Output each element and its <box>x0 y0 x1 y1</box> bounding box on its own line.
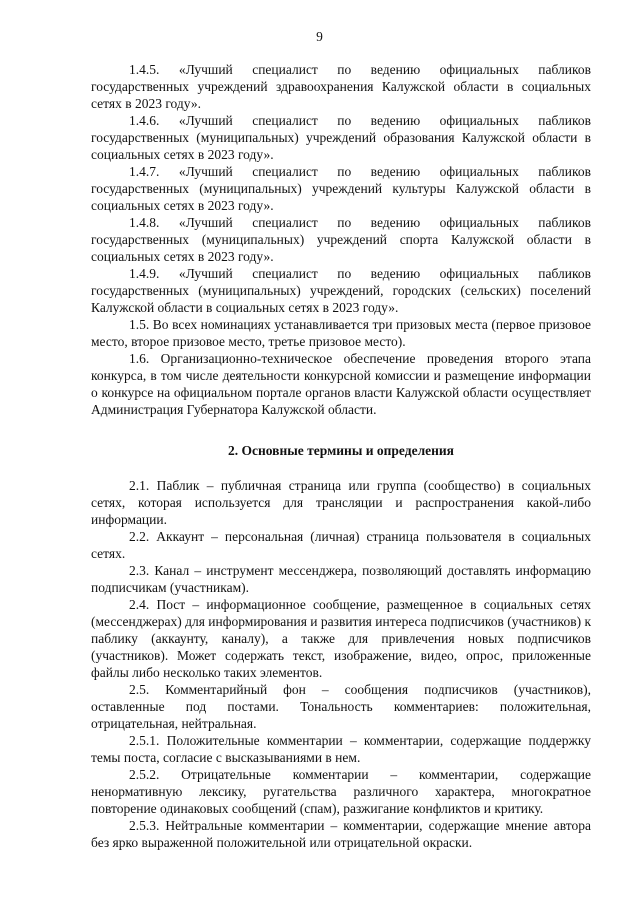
document-body <box>91 61 591 851</box>
paragraph-1-4-8: 1.4.8. «Лучший специалист по ведению официальных пабликов государственных (муниципальных) учреждений спорта Калужской области в социальных сетях в 2023 году». <box>91 215 591 264</box>
paragraph-2-5: 2.5. Комментарийный фон – сообщения подписчиков (участников), оставленные под постами. Тональность комментариев: положительная, отрицательная, нейтральная. <box>91 682 591 731</box>
paragraph-2-5-2: 2.5.2. Отрицательные комментарии – комментарии, содержащие ненормативную лексику, ругательства различного характера, многократное повторение одинаковых сообщений (спам), разжигание конфликтов и критику. <box>91 767 591 816</box>
paragraph-2-1: 2.1. Паблик – публичная страница или группа (сообщество) в социальных сетях, которая используется для трансляции и распространения какой-либо информации. <box>91 478 591 527</box>
paragraph-2-3: 2.3. Канал – инструмент мессенджера, позволяющий доставлять информацию подписчикам (участникам). <box>91 563 591 595</box>
paragraph-1-4-9: 1.4.9. «Лучший специалист по ведению официальных пабликов государственных (муниципальных) учреждений, городских (сельских) поселений Калужской области в социальных сетях в 2023 году». <box>91 266 591 315</box>
paragraph-2-5-1: 2.5.1. Положительные комментарии – комментарии, содержащие поддержку темы поста, согласие с высказываниями в нем. <box>91 733 591 765</box>
paragraph-2-4: 2.4. Пост – информационное сообщение, размещенное в социальных сетях (мессенджерах) для информирования и развития интереса подписчиков (участников) к паблику (аккаунту, каналу), а также для привлечения новых подписчиков (участников). Может содержать текст, изображение, видео, опрос, приложенные файлы либо несколько таких элементов. <box>91 597 592 680</box>
paragraph-1-4-6: 1.4.6. «Лучший специалист по ведению официальных пабликов государственных (муниципальных) учреждений образования Калужской области в социальных сетях в 2023 году». <box>91 113 591 162</box>
paragraph-1-5: 1.5. Во всех номинациях устанавливается три призовых места (первое призовое место, второе призовое место, третье призовое место). <box>91 317 591 349</box>
paragraph-1-6: 1.6. Организационно-техническое обеспечение проведения второго этапа конкурса, в том числе деятельности конкурсной комиссии и размещение информации о конкурсе на официальном портале органов власти Калужской области осуществляет Администрация Губернатора Калужской области. <box>91 351 591 417</box>
page-number: 9 <box>316 29 323 44</box>
paragraph-2-5-3: 2.5.3. Нейтральные комментарии – комментарии, содержащие мнение автора без ярко выраженной положительной или отрицательной окраски. <box>91 818 591 850</box>
paragraph-1-4-5: 1.4.5. «Лучший специалист по ведению официальных пабликов государственных учреждений здравоохранения Калужской области в социальных сетях в 2023 году». <box>91 62 591 111</box>
paragraph-1-4-7: 1.4.7. «Лучший специалист по ведению официальных пабликов государственных (муниципальных) учреждений культуры Калужской области в социальных сетях в 2023 году». <box>91 164 591 213</box>
section-heading: 2. Основные термины и определения <box>227 443 454 458</box>
paragraph-2-2: 2.2. Аккаунт – персональная (личная) страница пользователя в социальных сетях. <box>91 529 591 561</box>
